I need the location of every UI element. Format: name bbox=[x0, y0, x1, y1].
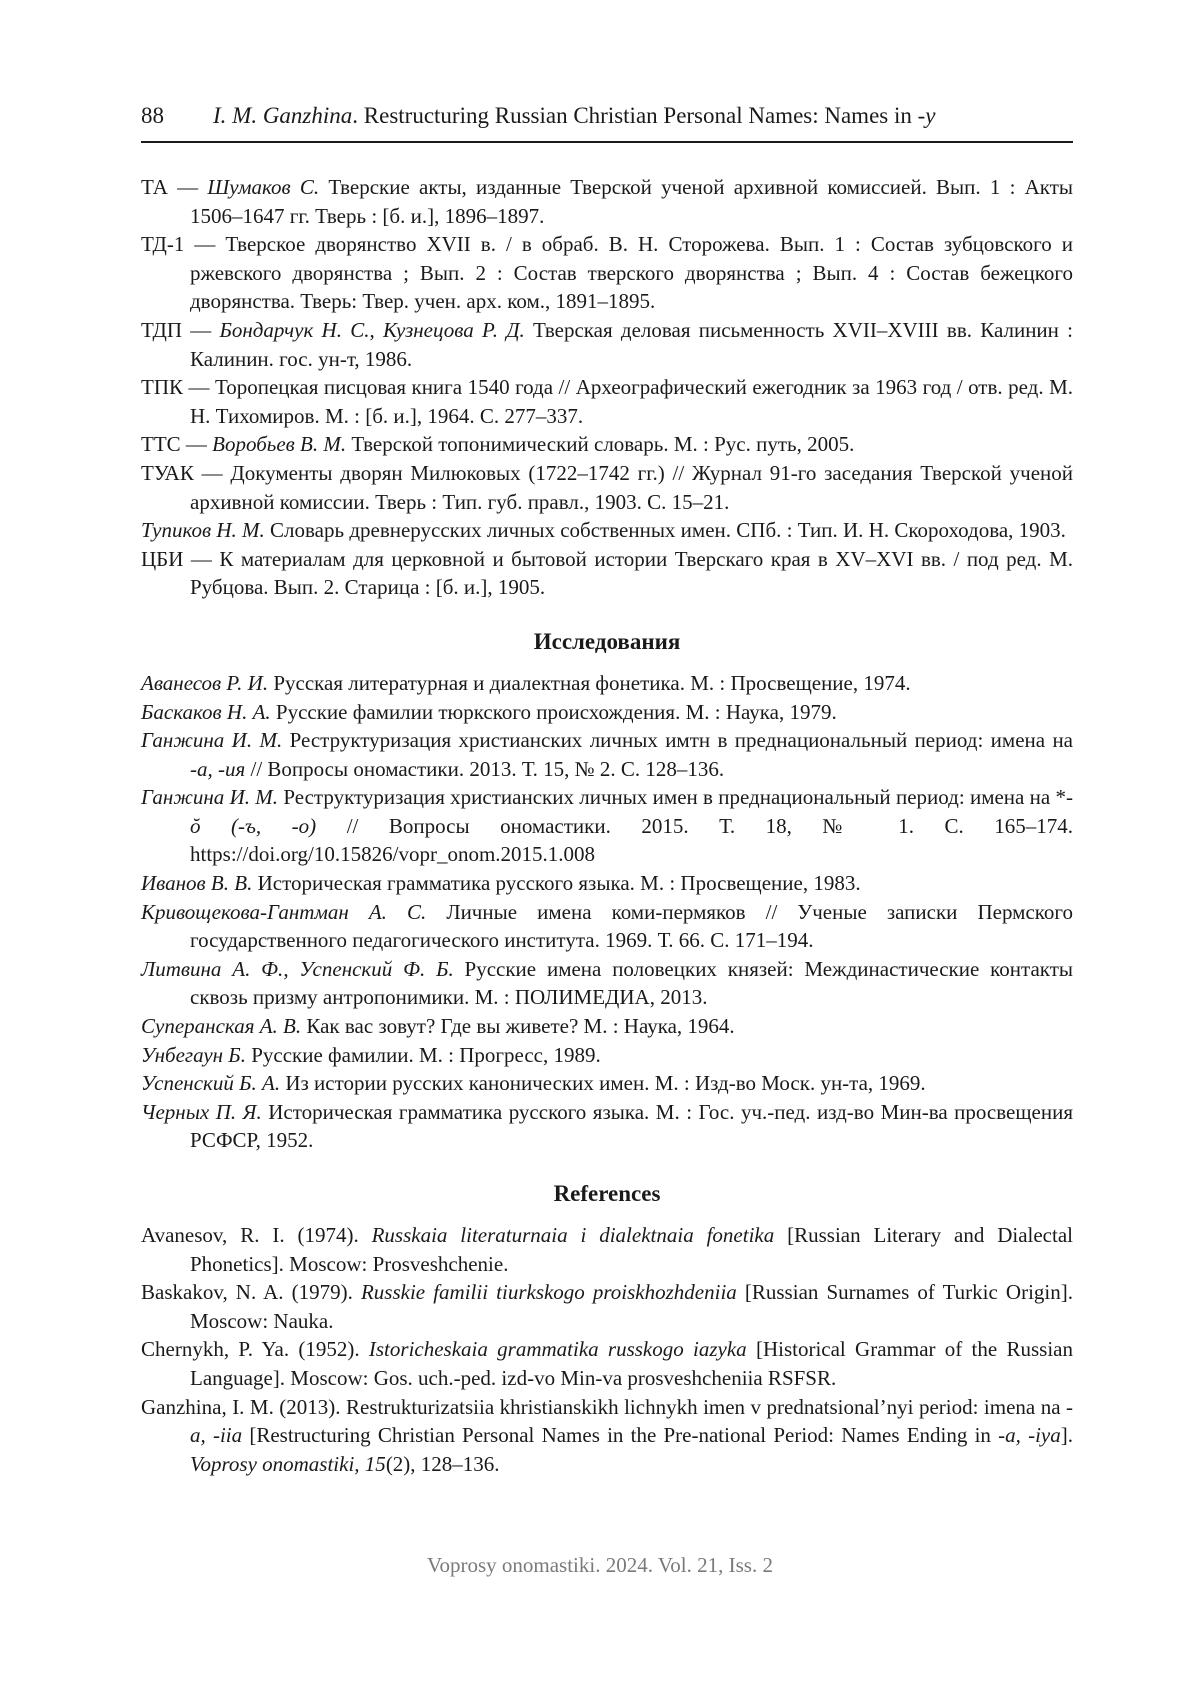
text-segment: Русские фамилии тюркского происхождения. М. : Наука, 1979. bbox=[270, 699, 837, 724]
text-segment: ЦБИ — К материалам для церковной и бытовой истории Тверскаго края в XV–XVI вв. / под ред. М. Рубцова. Вып. 2. Старица : [б. и.], 1905. bbox=[141, 546, 1073, 600]
text-segment: Тверская деловая письменность XVII–XVIII вв. Калинин : Калинин. гос. ун-т, 1986. bbox=[190, 317, 1073, 371]
text-segment: Из истории русских канонических имен. М. : Изд-во Моск. ун-та, 1969. bbox=[280, 1071, 926, 1096]
reference-entry bbox=[141, 1393, 1073, 1479]
text-segment: (2), 128–136. bbox=[385, 1451, 500, 1476]
reference-entry bbox=[141, 1278, 1073, 1335]
text-segment: Реструктуризация христианских личных имен в преднациональный период: имена на * bbox=[278, 785, 1067, 810]
source-entry bbox=[141, 173, 1073, 230]
research-entry bbox=[141, 1098, 1073, 1155]
references-heading: References bbox=[553, 1181, 661, 1206]
page-body bbox=[141, 173, 1073, 1478]
text-segment: Ganzhina, I. M. (2013). Restrukturizatsiia khristianskikh lichnykh imen v prednatsional’nyi period: imena na bbox=[141, 1394, 1066, 1419]
text-segment: Русские имена половецких князей: Междинастические контакты сквозь призму антропонимики. М. : ПОЛИМЕДИА, 2013. bbox=[190, 956, 1073, 1010]
text-segment: Историческая грамматика русского языка. М. : Просвещение, 1983. bbox=[252, 871, 861, 896]
text-segment: ТД-1 — Тверское дворянство XVII в. / в обраб. В. Н. Сторожева. Вып. 1 : Состав зубцовского и ржевского дворянства ; Вып. 2 : Состав тверского дворянства ; Вып. 4 : Состав бежецкого дворянства. Тверь: Твер. учен. арх. ком., 1891–1895. bbox=[141, 232, 1073, 314]
source-entry bbox=[141, 316, 1073, 373]
italic-segment: Istoricheskaia grammatika russkogo iazyka bbox=[368, 1337, 747, 1362]
source-entry bbox=[141, 430, 1073, 459]
research-entry bbox=[141, 1069, 1073, 1098]
italic-segment: Тупиков Н. М. bbox=[141, 518, 265, 543]
italic-segment: -a, -iia bbox=[190, 1394, 1073, 1448]
text-segment: Как вас зовут? Где вы живете? М. : Наука, 1964. bbox=[301, 1014, 735, 1039]
italic-segment: Литвина А. Ф. bbox=[141, 956, 284, 981]
research-list bbox=[141, 669, 1073, 1155]
italic-segment: -a, -iya bbox=[998, 1423, 1061, 1448]
text-segment: Chernykh, P. Ya. (1952). bbox=[141, 1337, 369, 1362]
italic-segment: Унбегаун Б. bbox=[141, 1042, 246, 1067]
research-entry bbox=[141, 698, 1073, 727]
text-segment: Личные имена коми-пермяков // Ученые записки Пермского государственного педагогического института. 1969. Т. 66. С. 171–194. bbox=[190, 899, 1073, 953]
italic-segment: Russkie familii tiurkskogo proiskhozhdeniia bbox=[360, 1280, 737, 1305]
italic-segment: Кривощекова-Гантман А. С. bbox=[141, 899, 427, 924]
text-segment: , bbox=[283, 956, 300, 981]
source-entry bbox=[141, 230, 1073, 316]
header-title-tail: y bbox=[925, 103, 936, 128]
running-header bbox=[141, 101, 1073, 131]
text-segment: [Historical Grammar of the Russian Language]. Moscow: Gos. uch.-ped. izd-vo Min-va prosveshcheniia RSFSR. bbox=[190, 1337, 1074, 1390]
source-entry bbox=[141, 516, 1073, 545]
reference-entry bbox=[141, 1335, 1073, 1392]
source-entry bbox=[141, 373, 1073, 430]
reference-entry bbox=[141, 1221, 1073, 1278]
text-segment: ТДП — bbox=[141, 317, 220, 342]
italic-segment: -а, -ия bbox=[190, 756, 246, 781]
research-entry bbox=[141, 669, 1073, 698]
text-segment: Тверской топонимический словарь. М. : Рус. путь, 2005. bbox=[346, 432, 855, 457]
research-entry bbox=[141, 1012, 1073, 1041]
research-entry bbox=[141, 1041, 1073, 1070]
source-entry bbox=[141, 459, 1073, 516]
header-rule bbox=[141, 141, 1073, 143]
research-entry bbox=[141, 726, 1073, 783]
italic-segment: Voprosy onomastiki, 15 bbox=[190, 1451, 386, 1476]
text-segment: [Restructuring Christian Personal Names in the Pre-national Period: Names Ending in bbox=[242, 1423, 999, 1448]
text-segment: Русские фамилии. М. : Прогресс, 1989. bbox=[245, 1042, 601, 1067]
research-entry bbox=[141, 783, 1073, 869]
research-entry bbox=[141, 869, 1073, 898]
italic-segment: Успенский Ф. Б. bbox=[299, 956, 454, 981]
research-entry bbox=[141, 898, 1073, 955]
italic-segment: Черных П. Я. bbox=[141, 1099, 262, 1124]
italic-segment: Шумаков С. bbox=[207, 175, 320, 199]
italic-segment: Успенский Б. А. bbox=[141, 1071, 281, 1096]
text-segment: Avanesov, R. I. (1974). bbox=[141, 1223, 372, 1247]
header-author: I. M. Ganzhina bbox=[213, 103, 353, 128]
page-number: 88 bbox=[141, 103, 164, 128]
text-segment: ]. bbox=[1060, 1423, 1073, 1448]
italic-segment: Иванов В. В. bbox=[141, 871, 253, 896]
running-footer: Voprosy onomastiki. 2024. Vol. 21, Iss. 2 bbox=[427, 1553, 773, 1577]
text-segment: Тверские акты, изданные Тверской ученой архивной комиссией. Вып. 1 : Акты 1506–1647 гг. Тверь : [б. и.], 1896–1897. bbox=[190, 175, 1074, 228]
italic-segment: Бондарчук Н. С. bbox=[219, 317, 370, 342]
italic-segment: Аванесов Р. И. bbox=[141, 670, 269, 695]
research-heading: Исследования bbox=[533, 628, 681, 654]
italic-segment: Воробьев В. М. bbox=[212, 432, 347, 457]
references-list bbox=[141, 1221, 1073, 1478]
sources-list bbox=[141, 173, 1073, 602]
text-segment: , bbox=[369, 317, 383, 342]
header-title: . Restructuring Russian Christian Personal Names: Names in - bbox=[352, 103, 926, 128]
text-segment: Русская литературная и диалектная фонетика. М. : Просвещение, 1974. bbox=[268, 670, 911, 695]
italic-segment: Кузнецова Р. Д. bbox=[382, 317, 525, 342]
text-segment: ТА — bbox=[141, 175, 208, 199]
italic-segment: Суперанская А. В. bbox=[141, 1014, 302, 1039]
italic-segment: Ганжина И. М. bbox=[141, 785, 279, 810]
text-segment: ТУАК — Документы дворян Милюковых (1722–1742 гг.) // Журнал 91-го заседания Тверской ученой архивной комиссии. Тверь : Тип. губ. правл., 1903. С. 15–21. bbox=[141, 460, 1073, 514]
text-segment: Реструктуризация христианских личных имтн в преднациональный период: имена на bbox=[282, 728, 1074, 753]
source-entry bbox=[141, 545, 1073, 602]
text-segment: [Russian Literary and Dialectal Phonetics]. Moscow: Prosveshchenie. bbox=[190, 1223, 1073, 1276]
text-segment: ТТС — bbox=[141, 432, 213, 457]
research-entry bbox=[141, 955, 1073, 1012]
text-segment: // Вопросы ономастики. 2013. Т. 15, № 2. С. 128–136. bbox=[245, 756, 725, 781]
text-segment: Словарь древнерусских личных собственных имен. СПб. : Тип. И. Н. Скороходова, 1903. bbox=[264, 518, 1066, 543]
italic-segment: Ганжина И. М. bbox=[141, 728, 283, 753]
text-segment: [Russian Surnames of Turkic Origin]. Moscow: Nauka. bbox=[190, 1280, 1073, 1333]
italic-segment: Russkaia literaturnaia i dialektnaia fonetika bbox=[371, 1223, 775, 1247]
text-segment: // Вопросы ономастики. 2015. Т. 18, № 1. С. 165–174. https://doi.org/10.15826/vopr_onom.2015.1.008 bbox=[190, 813, 1074, 867]
italic-segment: Баскаков Н. А. bbox=[141, 699, 271, 724]
text-segment: ТПК — Торопецкая писцовая книга 1540 года // Археографический ежегодник за 1963 год / отв. ред. М. Н. Тихомиров. М. : [б. и.], 1964. С. 277–337. bbox=[141, 375, 1073, 428]
italic-segment: -ŏ (-ъ, -о) bbox=[190, 785, 1074, 838]
text-segment: Baskakov, N. A. (1979). bbox=[141, 1280, 361, 1305]
text-segment: Историческая грамматика русского языка. М. : Гос. уч.-пед. изд-во Мин-ва просвещения РСФСР, 1952. bbox=[190, 1099, 1073, 1153]
